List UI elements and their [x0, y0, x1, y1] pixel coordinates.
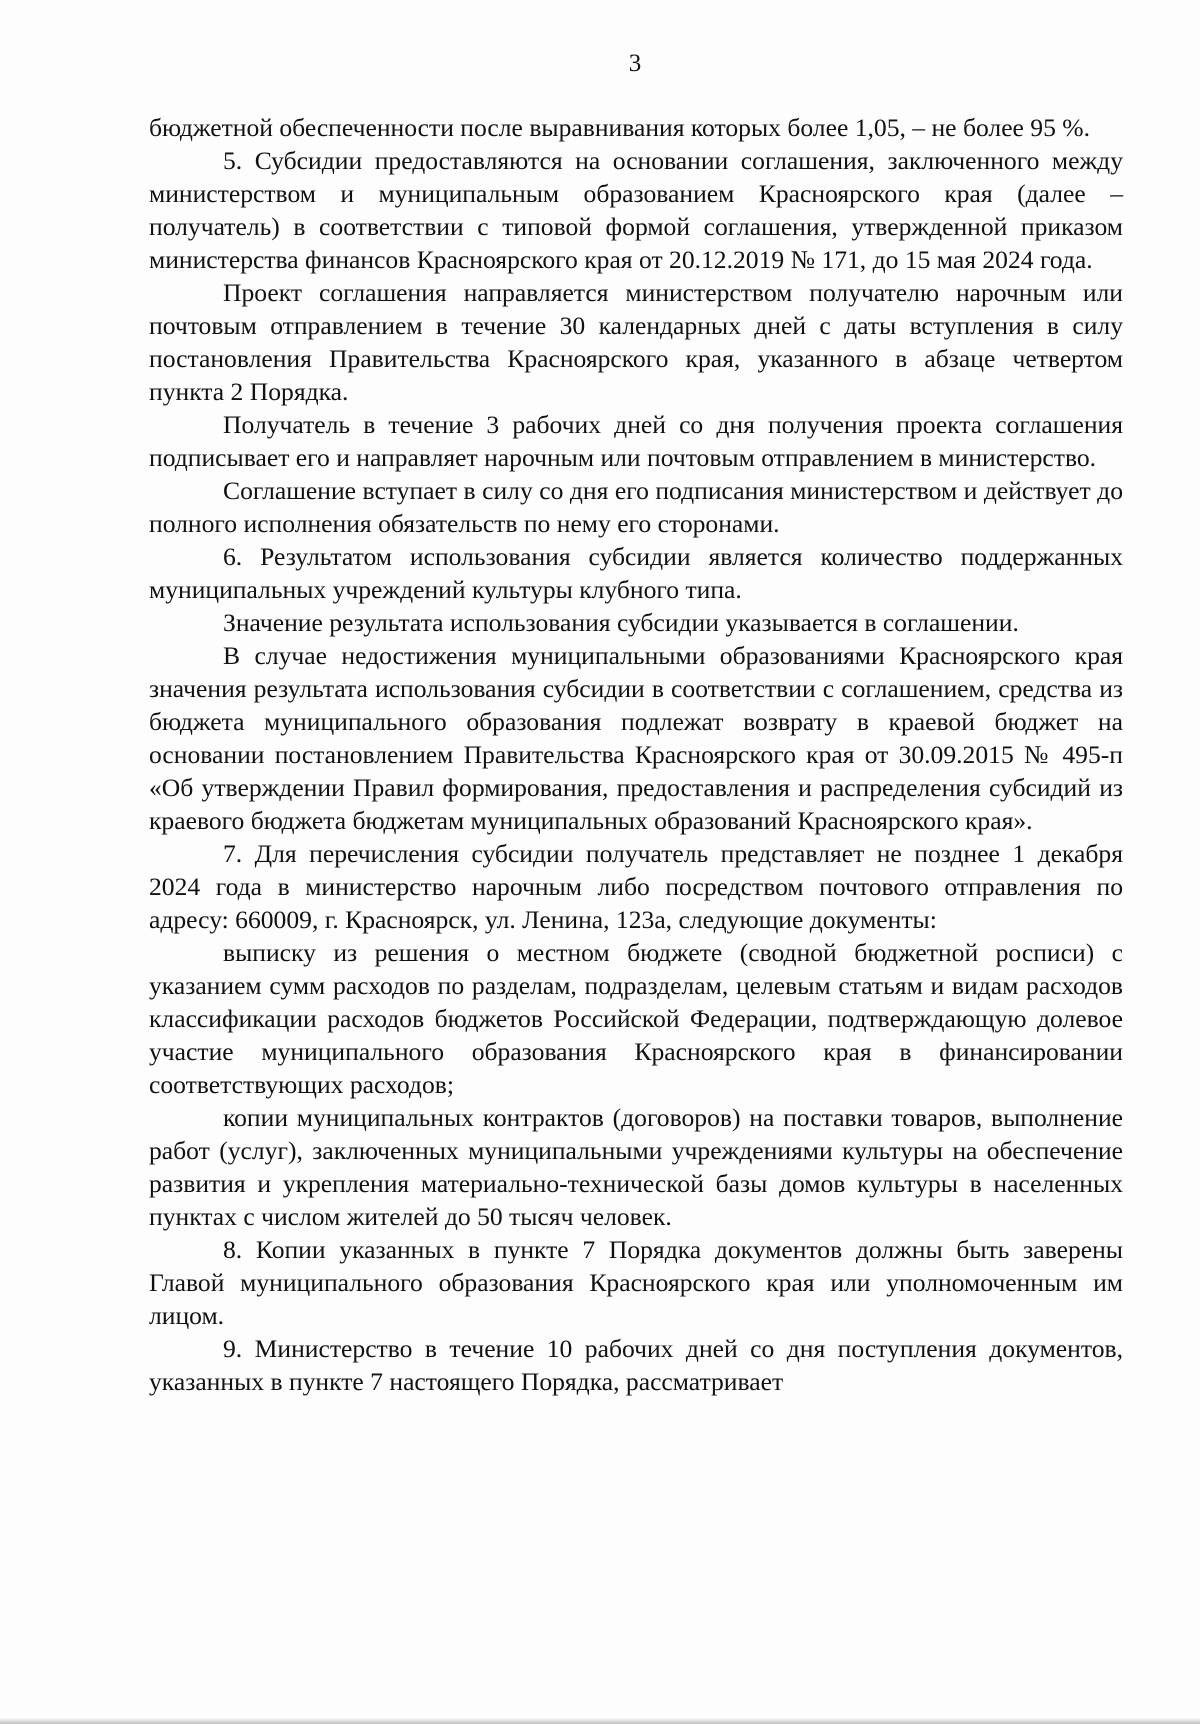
scan-edge: [0, 1718, 1200, 1724]
paragraph-agreement-effect: Соглашение вступает в силу со дня его подписания министерством и действует до полного исполнения обязательств по нему его сторонами.: [149, 476, 1123, 538]
paragraph-contract-copies: копии муниципальных контрактов (договоров) на поставки товаров, выполнение работ (услуг), заключенных муниципальными учреждениями культуры на обеспечение развития и укрепления материально-технической базы домов культуры в населенных пунктах с числом жителей до 50 тысяч человек.: [149, 1103, 1123, 1231]
paragraph-clause-6: 6. Результатом использования субсидии является количество поддержанных муниципальных учреждений культуры клубного типа.: [149, 542, 1123, 604]
page-number: 3: [628, 50, 642, 77]
paragraph-budget-extract: выписку из решения о местном бюджете (сводной бюджетной росписи) с указанием сумм расходов по разделам, подразделам, целевым статьям и видам расходов классификации расходов бюджетов Российской Федерации, подтверждающую долевое участие муниципального образования Красноярского края в финансировании соответствующих расходов;: [149, 938, 1123, 1099]
paragraph-recipient-signing: Получатель в течение 3 рабочих дней со дня получения проекта соглашения подписывает его и направляет нарочным или почтовым отправлением в министерство.: [149, 410, 1123, 472]
document-body: [149, 111, 1123, 1398]
paragraph-result-value: Значение результата использования субсидии указывается в соглашении.: [223, 608, 1019, 637]
paragraph-clause-8: 8. Копии указанных в пункте 7 Порядка документов должны быть заверены Главой муниципального образования Красноярского края или уполномоченным им лицом.: [149, 1235, 1123, 1330]
paragraph-clause-9: 9. Министерство в течение 10 рабочих дней со дня поступления документов, указанных в пункте 7 настоящего Порядка, рассматривает: [149, 1334, 1123, 1396]
paragraph-clause-7: 7. Для перечисления субсидии получатель представляет не позднее 1 декабря 2024 года в министерство нарочным либо посредством почтового отправления по адресу: 660009, г. Красноярск, ул. Ленина, 123а, следующие документы:: [149, 839, 1123, 934]
paragraph-clause-5: 5. Субсидии предоставляются на основании соглашения, заключенного между министерством и муниципальным образованием Красноярского края (далее – получатель) в соответствии с типовой формой соглашения, утвержденной приказом министерства финансов Красноярского края от 20.12.2019 № 171, до 15 мая 2024 года.: [149, 146, 1123, 274]
paragraph-draft-agreement: Проект соглашения направляется министерством получателю нарочным или почтовым отправлением в течение 30 календарных дней с даты вступления в силу постановления Правительства Красноярского края, указанного в абзаце четвертом пункта 2 Порядка.: [149, 278, 1123, 406]
paragraph-non-achievement: В случае недостижения муниципальными образованиями Красноярского края значения результата использования субсидии в соответствии с соглашением, средства из бюджета муниципального образования подлежат возврату в краевой бюджет на основании постановлением Правительства Красноярского края от 30.09.2015 № 495-п «Об утверждении Правил формирования, предоставления и распределения субсидий из краевого бюджета бюджетам муниципальных образований Красноярского края».: [149, 641, 1123, 835]
paragraph-continuation: бюджетной обеспеченности после выравнивания которых более 1,05, – не более 95 %.: [149, 113, 1091, 142]
